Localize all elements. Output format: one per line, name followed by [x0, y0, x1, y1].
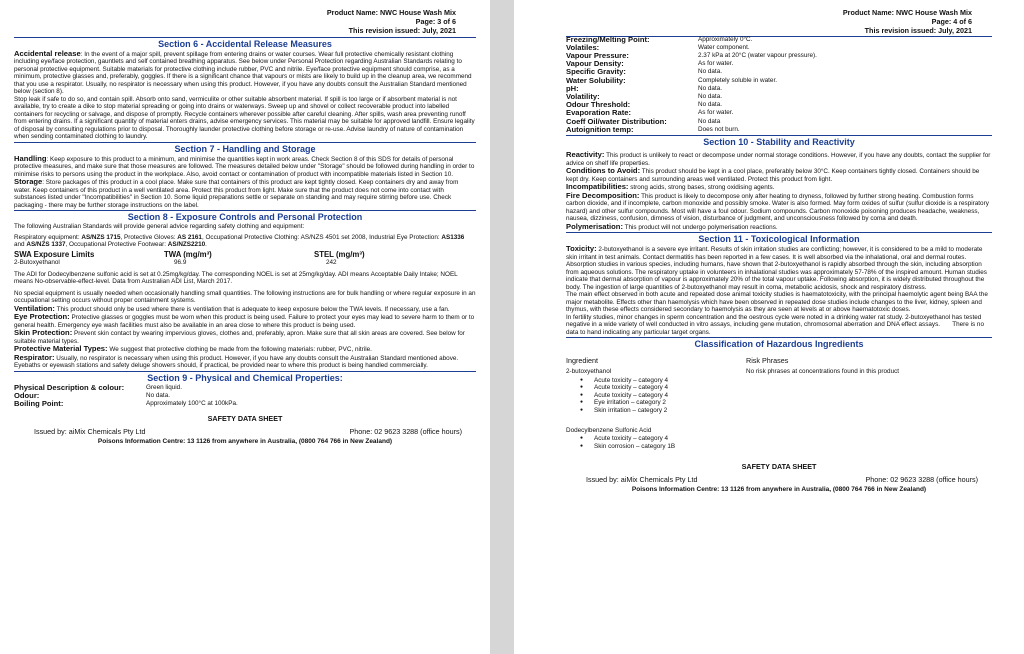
footer-row	[14, 427, 476, 436]
main-effect-text: The main effect observed in both acute and repeated dose animal toxicity studies is haematotoxicity, with the principal haemolytic agent being BAA the major metabolite. Effects other than haemolysis which have been observed in repeated dose studies include changes to the liver, kidney, spleen and thymus, with these effects considered secondary to haemolysis as they are seen at levels at or above haematotoxic doses.	[566, 291, 988, 314]
section-11-title: Section 11 - Toxicological Information	[566, 232, 992, 245]
product-name: Product Name: NWC House Wash Mix	[326, 8, 456, 17]
list-item: ● Acute toxicity – category 4	[580, 392, 746, 400]
phone: Phone: 02 9623 3288 (office hours)	[349, 427, 462, 437]
page-number: Page: 4 of 6	[931, 17, 972, 27]
section-6-title: Section 6 - Accidental Release Measures	[14, 37, 476, 50]
reactivity-text: Reactivity: This product is unlikely to react or decompose under normal storage conditions. However, if you have any doubts, contact the supplier for advice on shelf life properties.	[566, 150, 991, 167]
risk-phrases-text: No risk phrases at concentrations found in this product	[746, 368, 900, 376]
accidental-release-body: : In the event of a major spill, prevent spillage from entering drains or water courses. Wear full protective chemically resistant clothing including eye/face protection, gauntlets and self contained breathing apparatus. See below under Personal Protection regarding Australian Standards relating to personal protective equipment. Suitable materials for protective clothing include rubber, PVC and nitrile. Eye/face protective equipment should comprise, as a minimum, protective glasses and, preferably, goggles. If there is a significant chance that vapours or mists are likely to build up in the cleanup area, we recommend that you use a respirator. Usually, no respirator is necessary when using this product. However, if you have any doubts consult the Australian Standard mentioned below (section 8).	[14, 50, 472, 96]
property-label: Volatiles:	[566, 42, 600, 52]
eyebath-text: Eyebaths or eyewash stations and safety deluge showers should, if practical, be provided near to where this product is being handled commercially.	[14, 362, 428, 370]
property-label: Evaporation Rate:	[566, 108, 631, 118]
section-7-title: Section 7 - Handling and Storage	[14, 142, 476, 155]
standards-list: Respiratory equipment: AS/NZS 1715, Protective Gloves: AS 2161, Occupational Protective Clothing: AS/NZS 4501 set 2008, Industrial Eye Protection: AS1336 and AS/NZS 1337, Occupational Protective Footwear: AS/NZS2210.	[14, 233, 465, 249]
footer-title: SAFETY DATA SHEET	[207, 414, 283, 424]
eye-protection-text: Eye Protection: Protective glasses or goggles must be worn when this product is being used. Failure to protect your eyes may lead to severe harm to them or to general health. Emergency eye wash facilities must also be available in an area close to where this product is being used.	[14, 312, 475, 329]
fertility-text: In fertility studies, minor changes in sperm concentration and the oestrous cycle were noted in a drinking water rat study. 2-butoxyethanol has tested negative in a wide variety of well conducted in vitro assays, including gene mutation, chromosomal aberration and DNA effect assays. There is no data to hand indicating any particular target organs.	[566, 313, 986, 336]
handling-label: Handling	[14, 153, 47, 163]
table-header: SWA Exposure Limits	[14, 249, 95, 259]
handling-text	[14, 155, 476, 179]
ventilation-text: Ventilation: This product should only be used where there is ventilation that is adequate to keep exposure below the TWA levels. If necessary, use a fan.	[14, 303, 450, 313]
property-label: Autoignition temp:	[566, 124, 634, 134]
ingredient-name: 2-butoxyethanol	[566, 368, 612, 376]
document-page-4	[514, 0, 1024, 654]
handling-body: : Keep exposure to this product to a minimum, and minimise the quantities kept in work areas. Check Section 8 of this SDS for details of personal protective measures, and make sure that those measures are followed. The measures detailed below under "Storage" should be followed during handling in order to minimise risks to persons using the product in the workplace. Also, avoid contact or contamination of product with incompatible materials listed in Section 10.	[14, 155, 475, 178]
property-value: No data	[698, 117, 721, 125]
document-page-3	[0, 0, 490, 654]
toxicity-text: Toxicity: 2-butoxyethanol is a severe eye irritant. Results of skin irritation studies are conflicting; however, it is considered to be a mild to moderate skin irritant in test animals. Contact dermatitis has been reported in a few cases. It is well absorbed via the inhalational, oral and dermal routes. Absorption studies in various species, including humans, have shown that 2-butoxyethanol is rapidly absorbed through the skin, including absorption from aqueous solutions. The respiratory uptake in volunteers in inhalational studies was approximately 57-78% of the inspired amount. Human studies indicate that dermal absorption of vapour is approximately 20% of the total vapour uptake. Following absorption, it is widely distributed throughout the body. The ingestion of large quantities of 2-butoxyethanol may result in coma, metabolic acidosis, shock and respiratory distress.	[566, 244, 987, 291]
ingredient-header: Ingredient	[566, 356, 598, 366]
property-value: Approximately 0°C.	[698, 35, 753, 43]
property-value: As for water.	[698, 60, 734, 68]
classification-title: Classification of Hazardous Ingredients	[566, 337, 992, 350]
footer-title: SAFETY DATA SHEET	[741, 462, 817, 472]
property-value: Green liquid.	[146, 383, 182, 391]
issuer: Issued by: aiMix Chemicals Pty Ltd	[34, 427, 146, 437]
property-value: Does not burn.	[698, 125, 740, 133]
table-cell: 96.9	[174, 258, 187, 266]
property-value: No data.	[698, 84, 722, 92]
property-label: Physical Description & colour:	[14, 382, 125, 392]
stop-leak-text: Stop leak if safe to do so, and contain spill. Absorb onto sand, vermiculite or other suitable absorbent material. If spill is too large or if absorbent material is not available, try to create a dike to stop material spreading or going into drains or waterways. Sweep up and shovel or collect recoverable product into labelled containers for recycling or salvage, and dispose of promptly. Recycle containers wherever possible after careful cleaning. After spills, wash area preventing runoff from entering drains. If a significant quantity of material enters drains, advise emergency services. This material may be suitable for approved landfill. Ensure legality of disposal by consulting regulations prior to disposal. Thoroughly launder protective clothing before storage or re-use. Advise laundry of nature of contamination when sending contaminated clothing to laundry.	[14, 95, 475, 141]
hazard-list	[580, 435, 746, 450]
property-label: Coeff Oil/water Distribution:	[566, 116, 667, 126]
conditions-text: Conditions to Avoid: This product should be kept in a cool place, preferably below 30°C. Keep containers tightly closed. Containers should be kept dry. Keep containers and surrounding areas well ventilated. Protect this product from light.	[566, 166, 980, 183]
polymerisation-text: Polymerisation: This product will not undergo polymerisation reactions.	[566, 221, 778, 231]
poisons-info: Poisons Information Centre: 13 1126 from anywhere in Australia, (0800 764 766 in New Zealand)	[97, 438, 393, 446]
storage-label: Storage	[14, 177, 43, 187]
property-value: Approximately 100°C at 100kPa.	[146, 400, 238, 408]
section-10-title: Section 10 - Stability and Reactivity	[566, 135, 992, 148]
property-value: As for water.	[698, 109, 734, 117]
property-value: No data.	[698, 68, 722, 76]
accidental-release-label: Accidental release	[14, 48, 81, 58]
section-8-title: Section 8 - Exposure Controls and Personal Protection	[14, 210, 476, 223]
table-header: STEL (mg/m³)	[314, 249, 365, 259]
revision-date: This revision issued: July, 2021	[864, 26, 972, 36]
property-value: 2.37 kPa at 20°C (water vapour pressure).	[698, 52, 817, 60]
property-label: Vapour Density:	[566, 59, 624, 69]
incompatibilities-text: Incompatibilities: strong acids, strong bases, strong oxidising agents.	[566, 182, 775, 192]
list-item: ● Acute toxicity – category 4	[580, 435, 746, 443]
section-9-title: Section 9 - Physical and Chemical Properties:	[14, 371, 476, 384]
table-header: TWA (mg/m³)	[164, 249, 212, 259]
fire-decomposition-text: Fire Decomposition: This product is likely to decompose only after heating to dryness, followed by further strong heating. Combustion forms carbon dioxide, and if incomplete, carbon monoxide and possibly smoke. Water is also formed. May form oxides of sulfur (sulfur dioxide is a respiratory hazard) and other sulfur compounds. Most will have a foul odour. Sodium compounds. Carbon monoxide poisoning produces headache, weakness, nausea, dizziness, confusion, dimness of vision, disturbance of judgment, and unconsciousness followed by coma and death.	[566, 190, 989, 223]
property-value: No data.	[698, 93, 722, 101]
storage-text	[14, 178, 476, 209]
hazard-list	[580, 377, 746, 415]
risk-phrases-header: Risk Phrases	[746, 356, 789, 366]
accidental-release-text	[14, 50, 476, 96]
footer-row	[566, 475, 992, 484]
issuer: Issued by: aiMix Chemicals Pty Ltd	[586, 475, 698, 485]
list-item: ● Skin corrosion – category 1B	[580, 443, 746, 451]
storage-body: : Store packages of this product in a cool place. Make sure that containers of this product are kept tightly closed. Keep containers dry and away from water. Keep containers of this product in a well ventilated area. Protect this product from light. Make sure that the product does not come into contact with substances listed under "Incompatibilities" in Section 10. Some liquid preparations settle or separate on standing and may require stirring before use. Check packaging - there may be further storage instructions on the label.	[14, 179, 459, 209]
property-value: No data.	[146, 391, 170, 399]
property-label: Freezing/Melting Point:	[566, 34, 650, 44]
list-item: ● Skin irritation – category 2	[580, 407, 746, 415]
material-types-text: Protective Material Types: We suggest that protective clothing be made from the following materials: rubber, PVC, nitrile.	[14, 344, 372, 354]
ingredient-name: Dodecylbenzene Sulfonic Acid	[566, 426, 652, 434]
adi-text: The ADI for Dodecylbenzene sulfonic acid is set at 0.25mg/kg/day. The corresponding NOEL is set at 25mg/kg/day. ADI means Acceptable Daily Intake; NOEL means No-observable-effect-level. Data from Australian ADI List, March 2017.	[14, 270, 458, 286]
property-label: Odour:	[14, 390, 40, 400]
table-cell: 2-Butoxyethanol	[14, 258, 60, 266]
property-label: Vapour Pressure:	[566, 51, 629, 61]
physical-properties-table	[566, 36, 992, 134]
classification-table	[566, 356, 992, 450]
property-value: Completely soluble in water.	[698, 76, 777, 84]
standards-intro: The following Australian Standards will provide general advice regarding safety clothing and equipment:	[14, 223, 305, 231]
list-item: ● Acute toxicity – category 4	[580, 384, 746, 392]
exposure-limits-table	[14, 251, 476, 267]
property-label: pH:	[566, 83, 579, 93]
page-number: Page: 3 of 6	[415, 17, 456, 27]
property-value: No data.	[698, 101, 722, 109]
table-cell: 242	[326, 258, 337, 266]
property-label: Specific Gravity:	[566, 67, 626, 77]
no-special-text: No special equipment is usually needed when occasionally handling small quantities. The following instructions are for bulk handling or where regular exposure in an occupational setting occurs without proper containment systems.	[14, 289, 476, 305]
respirator-text: Respirator: Usually, no respirator is necessary when using this product. However, if you have any doubts consult the Australian Standard mentioned above.	[14, 352, 459, 362]
poisons-info: Poisons Information Centre: 13 1126 from anywhere in Australia, (0800 764 766 in New Zealand)	[631, 486, 927, 494]
skin-protection-text: Skin Protection: Prevent skin contact by wearing impervious gloves, clothes and, preferably, apron. Make sure that all skin areas are covered. See below for suitable material types.	[14, 328, 465, 345]
property-label: Volatility:	[566, 92, 600, 102]
page-header	[566, 8, 992, 36]
property-value: Water component.	[698, 43, 750, 51]
list-item: ● Eye irritation – category 2	[580, 399, 746, 407]
physical-properties-table	[14, 384, 476, 409]
page-header	[14, 8, 476, 36]
property-label: Water Solubility:	[566, 75, 626, 85]
property-label: Boiling Point:	[14, 399, 64, 409]
product-name: Product Name: NWC House Wash Mix	[842, 8, 972, 17]
phone: Phone: 02 9623 3288 (office hours)	[865, 475, 978, 485]
property-label: Odour Threshold:	[566, 100, 631, 110]
revision-date: This revision issued: July, 2021	[348, 26, 456, 36]
list-item: ● Acute toxicity – category 4	[580, 377, 746, 385]
